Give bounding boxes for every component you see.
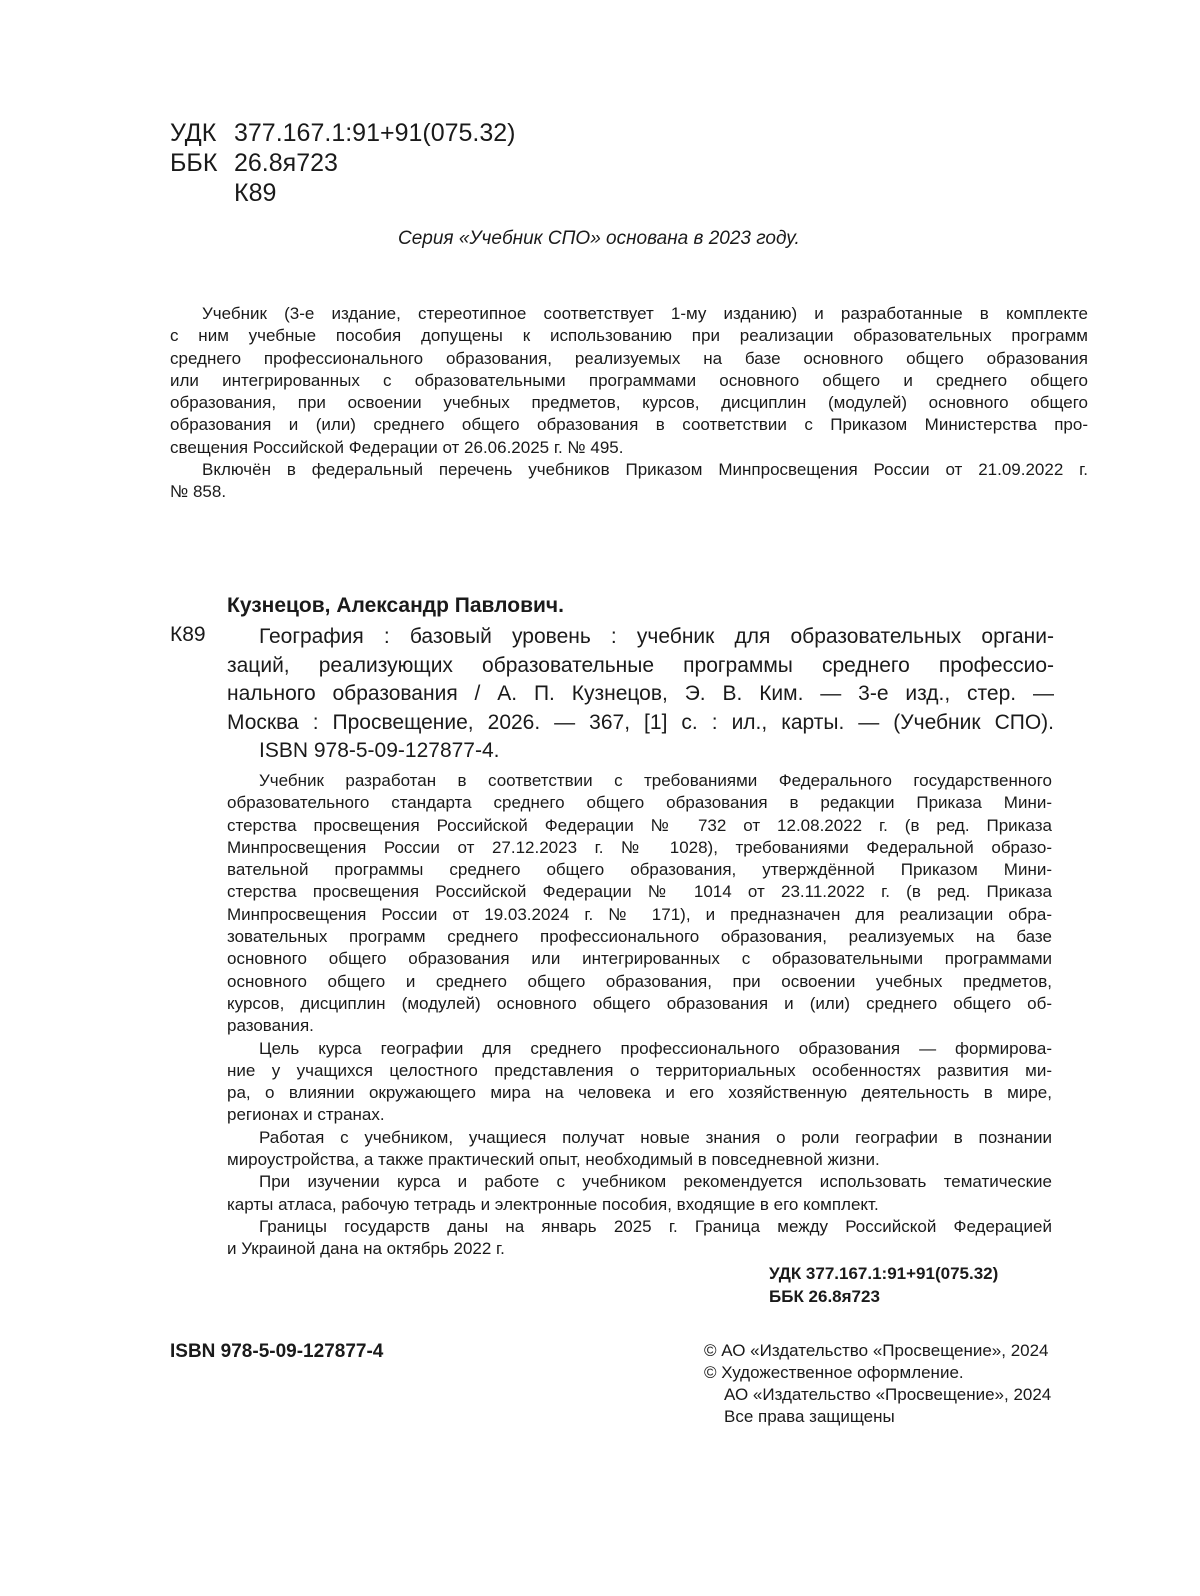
copyright-line: АО «Издательство «Просвещение», 2024 [724, 1385, 1052, 1404]
approval-line: Учебник (3-е издание, стереотипное соответствует 1-му изданию) и разработанные в комплекте [202, 304, 1088, 323]
approval-line: среднего профессионального образования, реализуемых на базе основного общего образования [170, 348, 1088, 368]
copyright-line: Все права защищены [724, 1407, 895, 1426]
catalog-line: заций, реализующих образовательные программы среднего профессио- [227, 653, 1054, 677]
annotation-line: Учебник разработан в соответствии с требованиями Федерального государственного [259, 771, 1052, 790]
annotation-line: Минпросвещения России от 27.12.2023 г. № 1028), требованиями Федеральной образо- [227, 837, 1052, 857]
approval-line: образования и (или) среднего общего образования в соответствии с Приказом Министерства про- [170, 415, 1088, 435]
annotation-line: ние у учащихся целостного представления о территориальных особенностях развития ми- [227, 1060, 1052, 1080]
footer-bbk: ББК 26.8я723 [769, 1287, 880, 1306]
catalog-code: К89 [170, 623, 206, 646]
catalog-line: Москва : Просвещение, 2026. — 367, [1] с. : ил., карты. — (Учебник СПО). [227, 711, 1054, 735]
approval-line: № 858. [170, 482, 227, 502]
author-mark-row [170, 178, 516, 208]
annotation-line: стерства просвещения Российской Федерации № 1014 от 23.11.2022 г. (в ред. Приказа [227, 882, 1052, 902]
udk-row [170, 118, 516, 148]
annotation-line: разования. [227, 1016, 314, 1036]
annotation-line: курсов, дисциплин (модулей) основного общего образования и (или) среднего общего об- [227, 993, 1052, 1013]
copyright-block [704, 1340, 1051, 1428]
approval-line: или интегрированных с образовательными программами основного общего и среднего общего [170, 370, 1088, 390]
approval-text [170, 303, 1088, 504]
annotation-line: основного общего образования или интегрированных с образовательными программами [227, 949, 1052, 969]
annotation-line: основного общего и среднего общего образования, при освоении учебных предметов, [227, 971, 1052, 991]
classification-codes [170, 118, 516, 208]
annotation-line: ра, о влиянии окружающего мира на человека и его хозяйственную деятельность в мире, [227, 1083, 1052, 1103]
udk-value: 377.167.1:91+91(075.32) [234, 119, 516, 147]
copyright-line: © АО «Издательство «Просвещение», 2024 [704, 1341, 1049, 1360]
bbk-row [170, 148, 516, 178]
annotation-line: зовательных программ среднего профессионального образования, реализуемых на базе [227, 927, 1052, 947]
annotation-line: стерства просвещения Российской Федерации № 732 от 12.08.2022 г. (в ред. Приказа [227, 815, 1052, 835]
annotation-line: Работая с учебником, учащиеся получат новые знания о роли географии в познании [259, 1127, 1052, 1147]
approval-line: Включён в федеральный перечень учебников Приказом Минпросвещения России от 21.09.2022 г. [202, 460, 1088, 480]
bbk-value: 26.8я723 [234, 149, 338, 177]
annotation-text [227, 770, 1052, 1261]
annotation-line: регионах и странах. [227, 1105, 385, 1125]
catalog-description [227, 623, 1054, 738]
catalog-author: Кузнецов, Александр Павлович. [227, 594, 564, 617]
footer-udk: УДК 377.167.1:91+91(075.32) [769, 1264, 999, 1283]
annotation-line: При изучении курса и работе с учебником рекомендуется использовать тематические [259, 1172, 1052, 1192]
annotation-line: карты атласа, рабочую тетрадь и электронные пособия, входящие в его комплект. [227, 1194, 879, 1214]
approval-line: свещения Российской Федерации от 26.06.2025 г. № 495. [170, 437, 624, 457]
annotation-line: Цель курса географии для среднего профессионального образования — формирова- [259, 1038, 1052, 1058]
approval-line: с ним учебные пособия допущены к использованию при реализации образовательных программ [170, 326, 1088, 346]
udk-label: УДК [170, 119, 217, 147]
copyright-line: © Художественное оформление. [704, 1363, 964, 1382]
isbn-bold: ISBN 978-5-09-127877-4 [170, 1341, 384, 1362]
approval-line: образования, при освоении учебных предметов, курсов, дисциплин (модулей) основного общего [170, 393, 1088, 413]
annotation-line: вательной программы среднего общего образования, утверждённой Приказом Мини- [227, 860, 1052, 880]
annotation-line: Границы государств даны на январь 2025 г. Граница между Российской Федерацией [259, 1216, 1052, 1236]
footer-codes [769, 1262, 998, 1308]
annotation-line: и Украиной дана на октябрь 2022 г. [227, 1239, 505, 1259]
annotation-line: Минпросвещения России от 19.03.2024 г. № 171), и предназначен для реализации обра- [227, 904, 1052, 924]
catalog-isbn: ISBN 978-5-09-127877-4. [259, 739, 500, 762]
annotation-line: образовательного стандарта среднего общего образования в редакции Приказа Мини- [227, 793, 1052, 813]
annotation-line: мироустройства, а также практический опыт, необходимый в повседневной жизни. [227, 1150, 880, 1170]
bbk-label: ББК [170, 149, 218, 177]
catalog-line: География : базовый уровень : учебник для образовательных органи- [259, 625, 1054, 648]
catalog-line: нального образования / А. П. Кузнецов, Э. В. Ким. — 3-е изд., стер. — [227, 682, 1054, 706]
series-note: Серия «Учебник СПО» основана в 2023 году. [398, 228, 800, 249]
author-mark: К89 [234, 179, 277, 207]
